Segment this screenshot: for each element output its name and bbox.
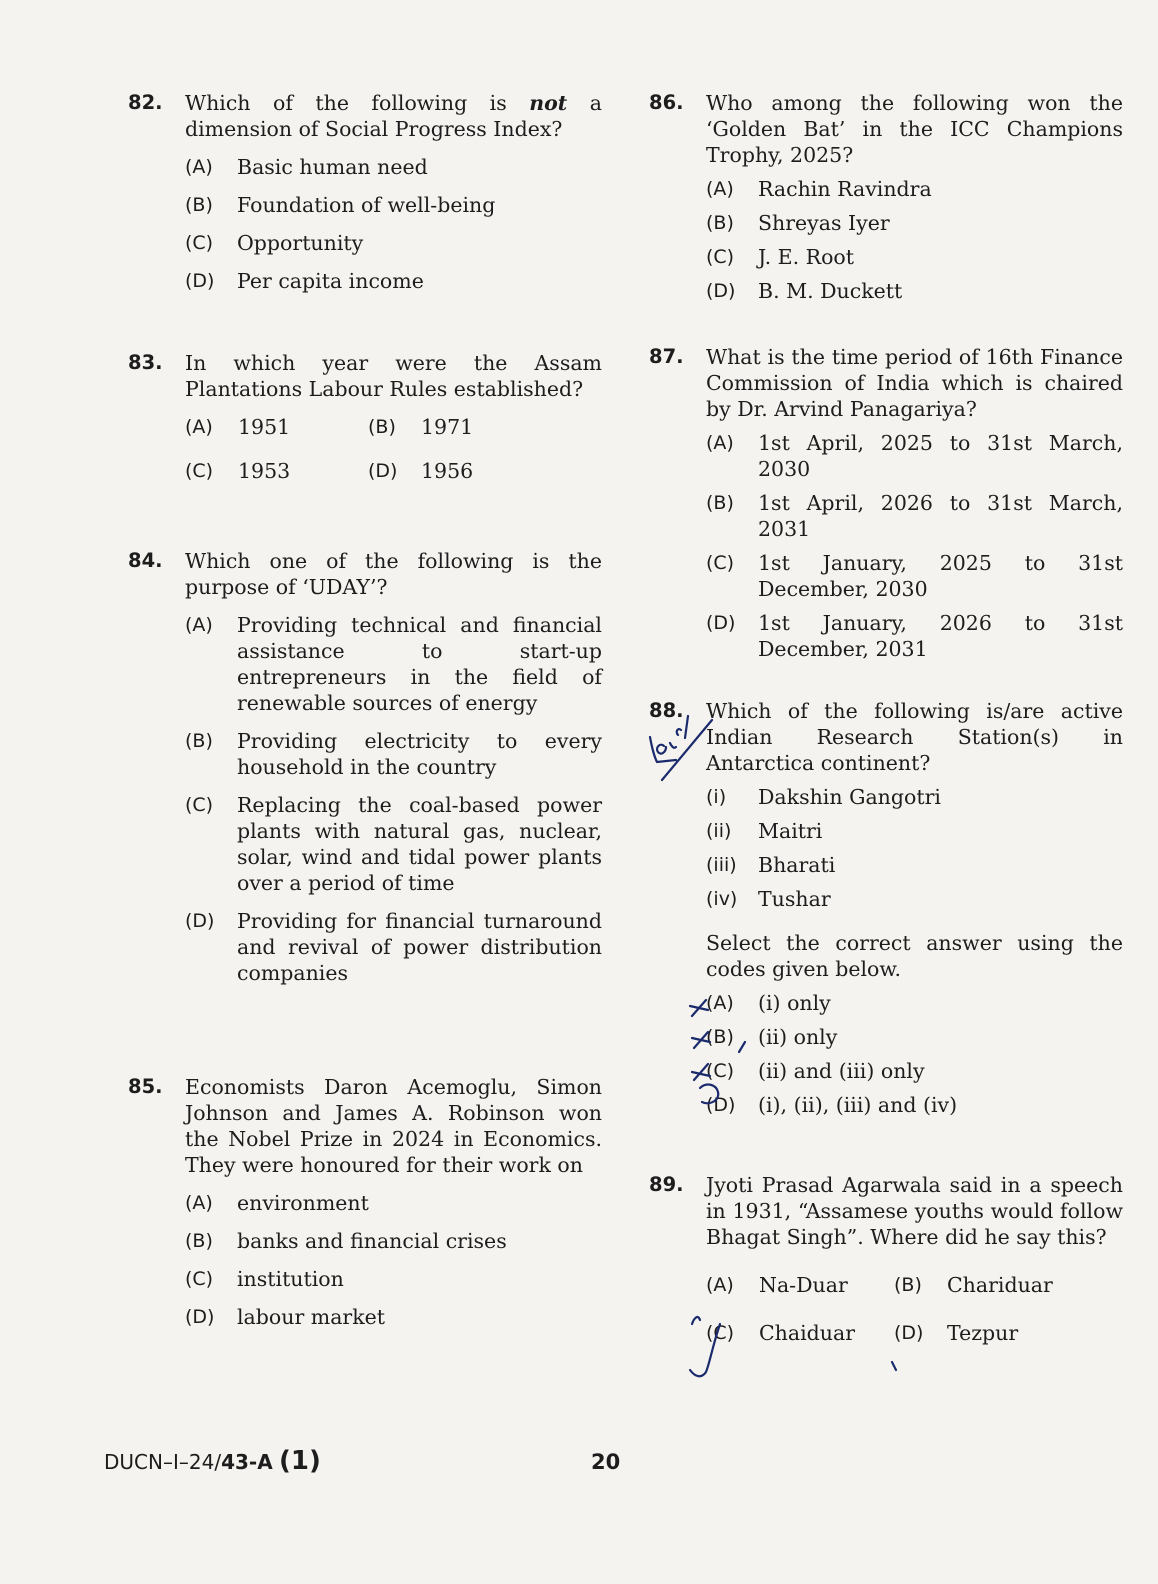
question-number: 86. [649, 91, 684, 114]
option-b [185, 192, 602, 218]
option-d [368, 458, 551, 484]
option-label: (C) [706, 1322, 735, 1344]
option-c [185, 230, 602, 256]
option-text: Tezpur [947, 1321, 1019, 1345]
question-number: 87. [649, 345, 684, 368]
option-label: (A) [706, 432, 734, 454]
option-label: (A) [185, 1192, 213, 1214]
question-87 [649, 344, 1123, 662]
option-d [185, 1304, 602, 1330]
item-text: Tushar [758, 887, 831, 911]
option-d [706, 610, 1123, 662]
question-number: 85. [128, 1075, 163, 1098]
option-text: labour market [237, 1305, 386, 1329]
option-text: Foundation of well-being [237, 193, 496, 217]
item-text: Bharati [758, 853, 836, 877]
option-a [185, 612, 602, 716]
option-text: 1953 [238, 459, 291, 483]
option-label: (C) [185, 460, 214, 482]
item-label: (iv) [706, 888, 738, 910]
option-d [894, 1320, 1084, 1346]
option-label: (A) [706, 992, 734, 1014]
question-text-part: Which of the following is [185, 91, 530, 115]
option-text: environment [237, 1191, 369, 1215]
option-label: (D) [185, 270, 215, 292]
option-text: 1971 [421, 415, 474, 439]
option-text: Replacing the coal-based power plants with natural gas, nuclear, solar, wind and tidal power plants over a period of time [237, 793, 602, 895]
question-text: Who among the following won the ‘Golden Bat’ in the ICC Champions Trophy, 2025? [706, 91, 1123, 167]
question-text: What is the time period of 16th Finance Commission of India which is chaired by Dr. Arvind Panagariya? [706, 345, 1123, 421]
option-c [706, 550, 1123, 602]
item-text: Dakshin Gangotri [758, 785, 941, 809]
option-a [185, 1190, 602, 1216]
list-item [706, 818, 1123, 844]
option-text: 1951 [238, 415, 291, 439]
question-text [185, 90, 602, 142]
option-label: (A) [185, 156, 213, 178]
question-85 [128, 1074, 602, 1330]
option-d [706, 1092, 1123, 1118]
question-number: 82. [128, 91, 163, 114]
option-c [706, 1320, 894, 1346]
option-text: Rachin Ravindra [758, 177, 932, 201]
option-d [706, 278, 1123, 304]
question-83 [128, 350, 602, 484]
option-label: (B) [368, 416, 396, 438]
option-b [368, 414, 551, 440]
options-list [649, 430, 1123, 662]
option-text: 1956 [421, 459, 474, 483]
option-text: B. M. Duckett [758, 279, 903, 303]
instruction-text: Select the correct answer using the codes given below. [706, 931, 1123, 981]
option-b [185, 728, 602, 780]
option-b [185, 1228, 602, 1254]
option-label: (C) [706, 552, 735, 574]
question-89 [649, 1172, 1123, 1346]
option-b [706, 490, 1123, 542]
option-text: (ii) only [758, 1025, 838, 1049]
option-text: Chaiduar [759, 1321, 856, 1345]
option-text: (ii) and (iii) only [758, 1059, 925, 1083]
option-text: Providing electricity to every household in the country [237, 729, 602, 779]
options-list [649, 990, 1123, 1118]
option-label: (A) [706, 1274, 734, 1296]
option-text: Chariduar [947, 1273, 1053, 1297]
question-text-part: a dimension of Social Progress Index? [185, 91, 602, 141]
options-grid [128, 414, 602, 484]
option-label: (C) [185, 794, 214, 816]
question-text: Economists Daron Acemoglu, Simon Johnson and James A. Robinson won the Nobel Prize in 2024 in Economics. They were honoured for their work on [185, 1075, 602, 1177]
option-a [185, 414, 368, 440]
option-text: institution [237, 1267, 344, 1291]
page-number: 20 [591, 1450, 621, 1474]
question-88 [649, 698, 1123, 1118]
option-label: (B) [706, 1026, 734, 1048]
option-a [706, 990, 1123, 1016]
list-item [706, 886, 1123, 912]
list-item [706, 852, 1123, 878]
option-label: (B) [894, 1274, 922, 1296]
options-grid [649, 1272, 1123, 1346]
emphasis-word: not [529, 91, 568, 115]
option-label: (B) [706, 212, 734, 234]
paper-code [104, 1446, 321, 1476]
question-86 [649, 90, 1123, 304]
option-c [185, 1266, 602, 1292]
option-text: Na-Duar [759, 1273, 848, 1297]
station-list [649, 784, 1123, 912]
option-text: Per capita income [237, 269, 424, 293]
option-c [185, 458, 368, 484]
paper-code-prefix: DUCN–I–24/ [104, 1450, 222, 1474]
option-text: banks and financial crises [237, 1229, 507, 1253]
option-text: 1st January, 2026 to 31st December, 2031 [758, 611, 1123, 661]
question-number: 84. [128, 549, 163, 572]
option-label: (D) [706, 280, 736, 302]
option-label: (D) [368, 460, 398, 482]
question-text: In which year were the Assam Plantations Labour Rules established? [185, 351, 602, 401]
option-a [185, 154, 602, 180]
option-label: (D) [894, 1322, 924, 1344]
option-d [185, 268, 602, 294]
option-label: (D) [706, 1094, 736, 1116]
options-list [128, 1190, 602, 1330]
option-label: (C) [185, 232, 214, 254]
option-text: 1st April, 2025 to 31st March, 2030 [758, 431, 1123, 481]
option-label: (D) [185, 1306, 215, 1328]
list-item [706, 784, 1123, 810]
option-label: (D) [185, 910, 215, 932]
option-text: Providing for financial turnaround and revival of power distribution companies [237, 909, 602, 985]
question-number: 88. [649, 699, 684, 722]
option-a [706, 430, 1123, 482]
option-label: (C) [706, 1060, 735, 1082]
option-text: Basic human need [237, 155, 428, 179]
paper-code-set: (1) [279, 1446, 321, 1476]
option-text: 1st April, 2026 to 31st March, 2031 [758, 491, 1123, 541]
option-c [706, 1058, 1123, 1084]
option-label: (A) [706, 178, 734, 200]
option-c [706, 244, 1123, 270]
option-label: (B) [185, 730, 213, 752]
option-b [706, 210, 1123, 236]
option-label: (D) [706, 612, 736, 634]
options-list [128, 154, 602, 294]
option-a [706, 1272, 894, 1298]
question-text: Jyoti Prasad Agarwala said in a speech in 1931, “Assamese youths would follow Bhagat Singh”. Where did he say this? [706, 1173, 1123, 1249]
option-label: (A) [185, 416, 213, 438]
item-label: (i) [706, 786, 727, 808]
question-number: 83. [128, 351, 163, 374]
option-label: (B) [185, 1230, 213, 1252]
question-text: Which of the following is/are active Indian Research Station(s) in Antarctica continent? [706, 699, 1123, 775]
option-text: (i), (ii), (iii) and (iv) [758, 1093, 958, 1117]
option-label: (B) [706, 492, 734, 514]
option-text: 1st January, 2025 to 31st December, 2030 [758, 551, 1123, 601]
question-84 [128, 548, 602, 986]
item-label: (ii) [706, 820, 732, 842]
paper-code-series: 43-A [221, 1450, 273, 1474]
item-label: (iii) [706, 854, 737, 876]
option-b [706, 1024, 1123, 1050]
option-d [185, 908, 602, 986]
small-dash-icon [892, 1362, 896, 1370]
option-text: Providing technical and financial assistance to start-up entrepreneurs in the field of renewable sources of energy [237, 613, 602, 715]
option-a [706, 176, 1123, 202]
option-label: (A) [185, 614, 213, 636]
option-label: (B) [185, 194, 213, 216]
option-text: Opportunity [237, 231, 364, 255]
question-text: Which one of the following is the purpose of ‘UDAY’? [185, 549, 602, 599]
options-list [128, 612, 602, 986]
option-text: Shreyas Iyer [758, 211, 890, 235]
question-number: 89. [649, 1173, 684, 1196]
option-text: J. E. Root [758, 245, 855, 269]
options-list [649, 176, 1123, 304]
option-c [185, 792, 602, 896]
option-text: (i) only [758, 991, 831, 1015]
item-text: Maitri [758, 819, 823, 843]
option-label: (C) [706, 246, 735, 268]
option-b [894, 1272, 1084, 1298]
option-label: (C) [185, 1268, 214, 1290]
question-82 [128, 90, 602, 294]
